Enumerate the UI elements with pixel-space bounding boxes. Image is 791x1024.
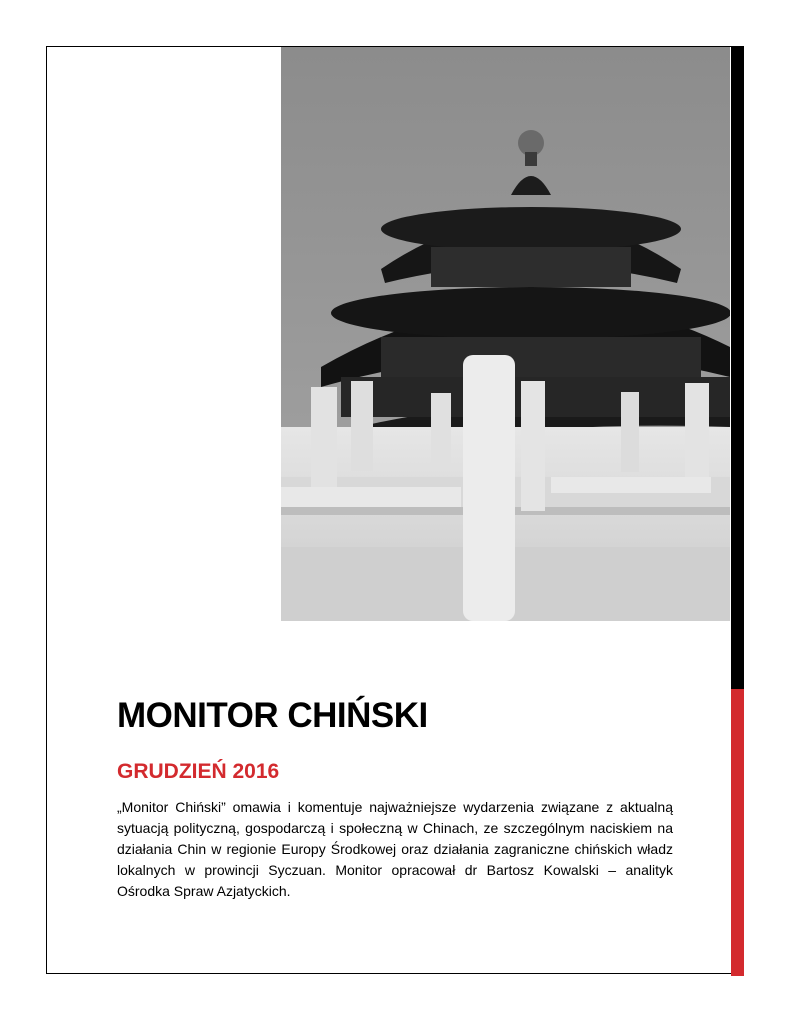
side-bar-red (731, 689, 744, 976)
document-date: GRUDZIEŃ 2016 (117, 760, 280, 783)
cover-photo (281, 47, 730, 621)
document-title: MONITOR CHIŃSKI (117, 696, 428, 735)
temple-of-heaven-photo (281, 47, 730, 621)
side-bar-black (731, 46, 744, 689)
document-description: „Monitor Chiński” omawia i komentuje najważniejsze wydarzenia związane z aktualną sytuacją polityczną, gospodarczą i społeczną w Chinach, ze szczególnym naciskiem na działania Chin w regionie Europy Środkowej oraz działania zagraniczne chińskich władz lokalnych w prowincji Syczuan. Monitor opracował dr Bartosz Kowalski – analityk Ośrodka Spraw Azjatyckich. (117, 799, 673, 899)
